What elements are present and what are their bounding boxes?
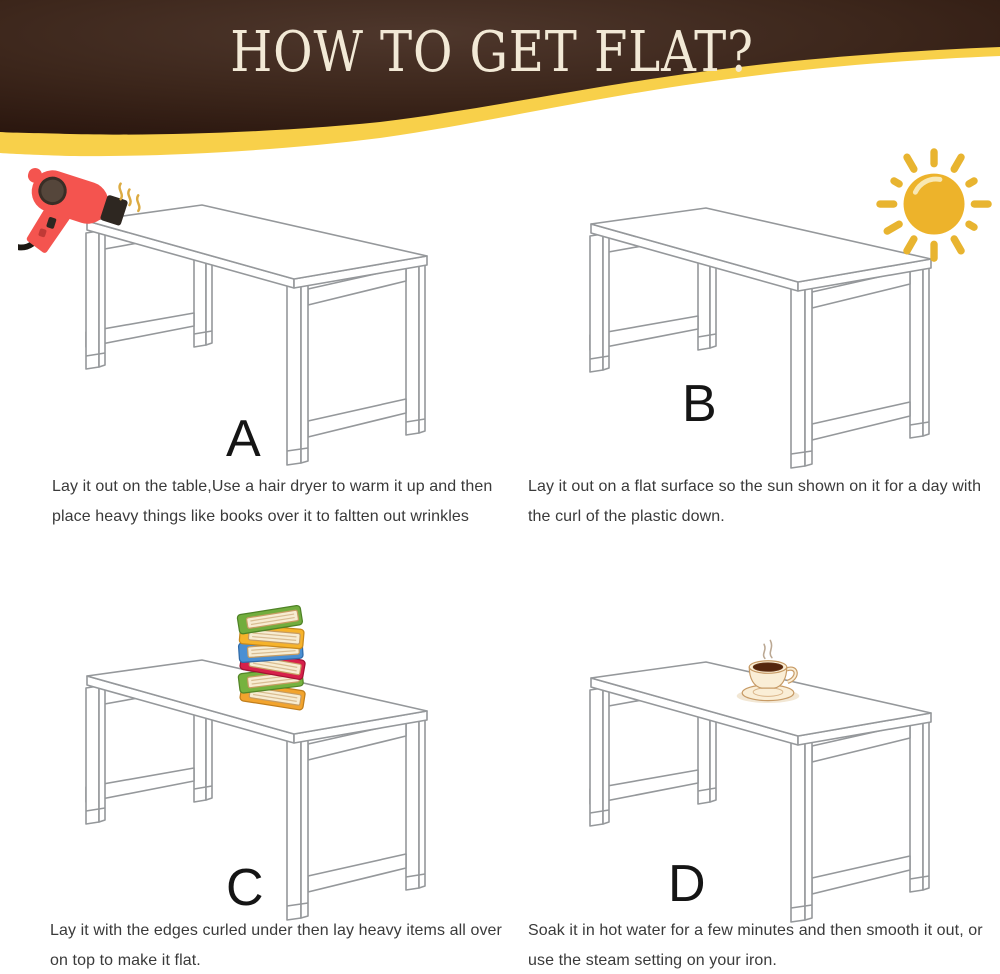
sun-icon xyxy=(872,148,1000,266)
caption-line: Lay it with the edges curled under then lay heavy items all over xyxy=(50,922,502,939)
caption-line: on top to make it flat. xyxy=(50,952,201,969)
caption-line: Lay it out on the table,Use a hair dryer to warm it up and then xyxy=(52,478,493,495)
hair-dryer-icon xyxy=(18,154,150,267)
section-letter-b: B xyxy=(682,375,717,433)
section-caption-a xyxy=(52,472,518,532)
section-caption-b xyxy=(528,472,994,532)
caption-line: use the steam setting on your iron. xyxy=(528,952,777,969)
section-caption-d xyxy=(528,916,994,974)
section-caption-c xyxy=(50,916,516,974)
section-letter-c: C xyxy=(226,859,264,917)
caption-line: Lay it out on a flat surface so the sun shown on it for a day with xyxy=(528,478,982,495)
page-title: HOW TO GET FLAT? xyxy=(230,20,754,85)
caption-line: the curl of the plastic down. xyxy=(528,508,725,525)
book-stack-icon xyxy=(222,602,324,717)
caption-line: Soak it in hot water for a few minutes and then smooth it out, or xyxy=(528,922,983,939)
caption-line: place heavy things like books over it to faltten out wrinkles xyxy=(52,508,469,525)
coffee-cup-icon xyxy=(725,637,811,708)
section-letter-a: A xyxy=(226,410,261,468)
section-letter-d: D xyxy=(668,855,706,913)
